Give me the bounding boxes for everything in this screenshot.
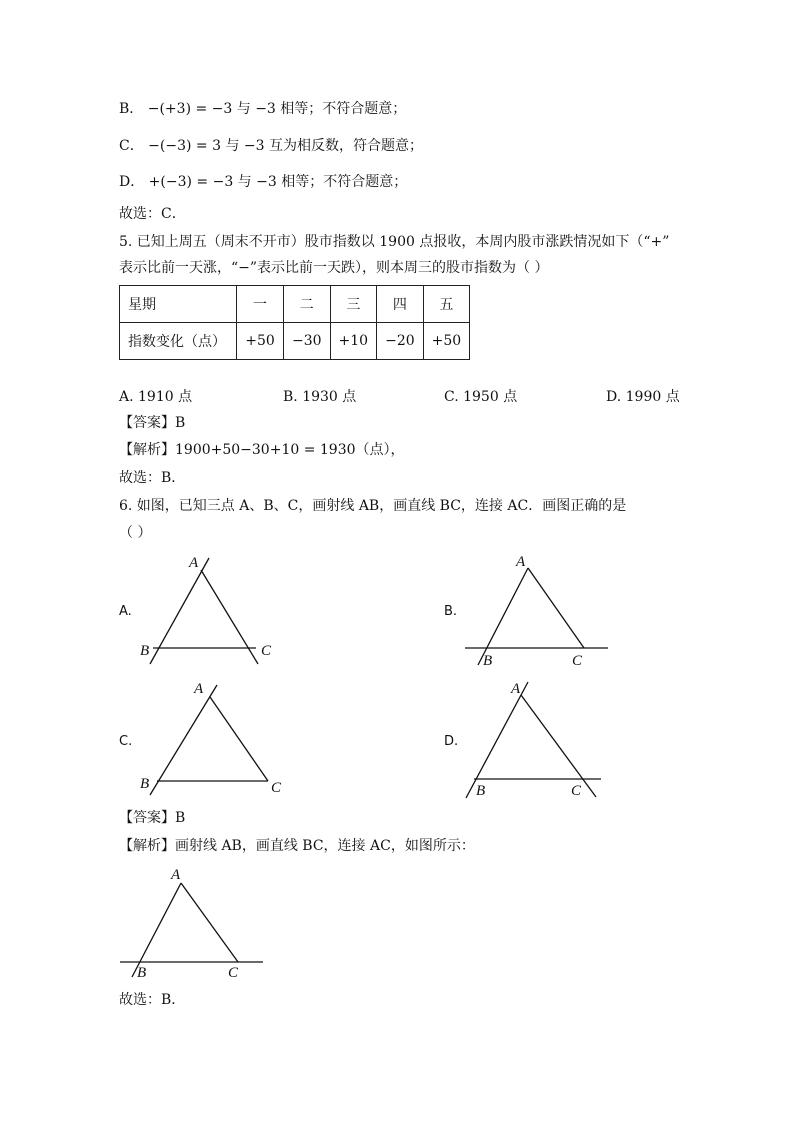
point-label-c: C — [261, 643, 272, 659]
q5-analysis: 【解析】1900+50−30+10 = 1930（点）， — [119, 442, 405, 458]
q6-answer: 【答案】B — [119, 810, 186, 826]
point-label-c: C — [228, 965, 239, 981]
point-label-c: C — [271, 780, 282, 796]
point-label-a: A — [171, 867, 181, 883]
table-cell: 五 — [423, 286, 470, 323]
prev-conclusion: 故选：C． — [119, 206, 186, 222]
figure-c — [150, 685, 268, 795]
q5-answer: 【答案】B — [119, 415, 186, 431]
q5-text-line1: 5. 已知上周五（周末不开市）股市指数以 1900 点报收，本周内股市涨跌情况如下（“+” — [119, 234, 670, 250]
point-label-c: C — [572, 653, 583, 669]
option-c-line: C． −(−3) = 3 与 −3 互为相反数，符合题意； — [119, 138, 423, 154]
option-b-line: B． −(+3) = −3 与 −3 相等；不符合题意； — [119, 101, 407, 117]
point-label-a: A — [511, 681, 521, 697]
q6-conclusion: 故选：B． — [119, 992, 186, 1008]
figure-a — [150, 558, 258, 664]
table-cell: 一 — [237, 286, 284, 323]
point-label-a: A — [189, 555, 199, 571]
choice-label-b: B. — [444, 604, 458, 619]
solution-figure — [120, 883, 263, 977]
q5-choice-b: B. 1930 点 — [283, 389, 357, 405]
point-label-b: B — [476, 783, 486, 799]
q5-conclusion: 故选：B． — [119, 470, 186, 486]
table-cell: −20 — [377, 323, 424, 360]
q6-text-line2: （ ） — [119, 525, 152, 541]
choice-label-a: A. — [119, 604, 132, 619]
q6-analysis: 【解析】画射线 AB，画直线 BC，连接 AC，如图所示： — [119, 838, 475, 854]
table-cell: 星期 — [120, 286, 237, 323]
table-cell: 四 — [377, 286, 424, 323]
table-cell: +10 — [330, 323, 377, 360]
point-label-b: B — [137, 965, 147, 981]
point-label-b: B — [483, 653, 493, 669]
choice-label-d: D. — [444, 734, 459, 749]
point-label-a: A — [194, 681, 204, 697]
q5-text-line2: 表示比前一天涨，“−”表示比前一天跌），则本周三的股市指数为（ ） — [119, 260, 549, 276]
table-cell: +50 — [237, 323, 284, 360]
figure-d — [466, 682, 601, 798]
table-cell: 二 — [284, 286, 331, 323]
q5-choice-c: C. 1950 点 — [444, 389, 518, 405]
q5-choice-d: D. 1990 点 — [606, 389, 680, 405]
table-cell: 三 — [330, 286, 377, 323]
option-d-line: D． +(−3) = −3 与 −3 相等；不符合题意； — [119, 174, 408, 190]
figure-b — [465, 568, 608, 665]
q5-choice-a: A. 1910 点 — [119, 389, 193, 405]
table-cell: −30 — [284, 323, 331, 360]
point-label-c: C — [571, 783, 582, 799]
point-label-b: B — [140, 776, 150, 792]
point-label-a: A — [516, 554, 526, 570]
choice-label-c: C. — [119, 734, 133, 749]
table-cell: 指数变化（点） — [120, 323, 237, 360]
point-label-b: B — [140, 643, 150, 659]
q6-text-line1: 6. 如图，已知三点 A、B、C，画射线 AB，画直线 BC，连接 AC．画图正确的是 — [119, 498, 627, 514]
table-cell: +50 — [423, 323, 470, 360]
